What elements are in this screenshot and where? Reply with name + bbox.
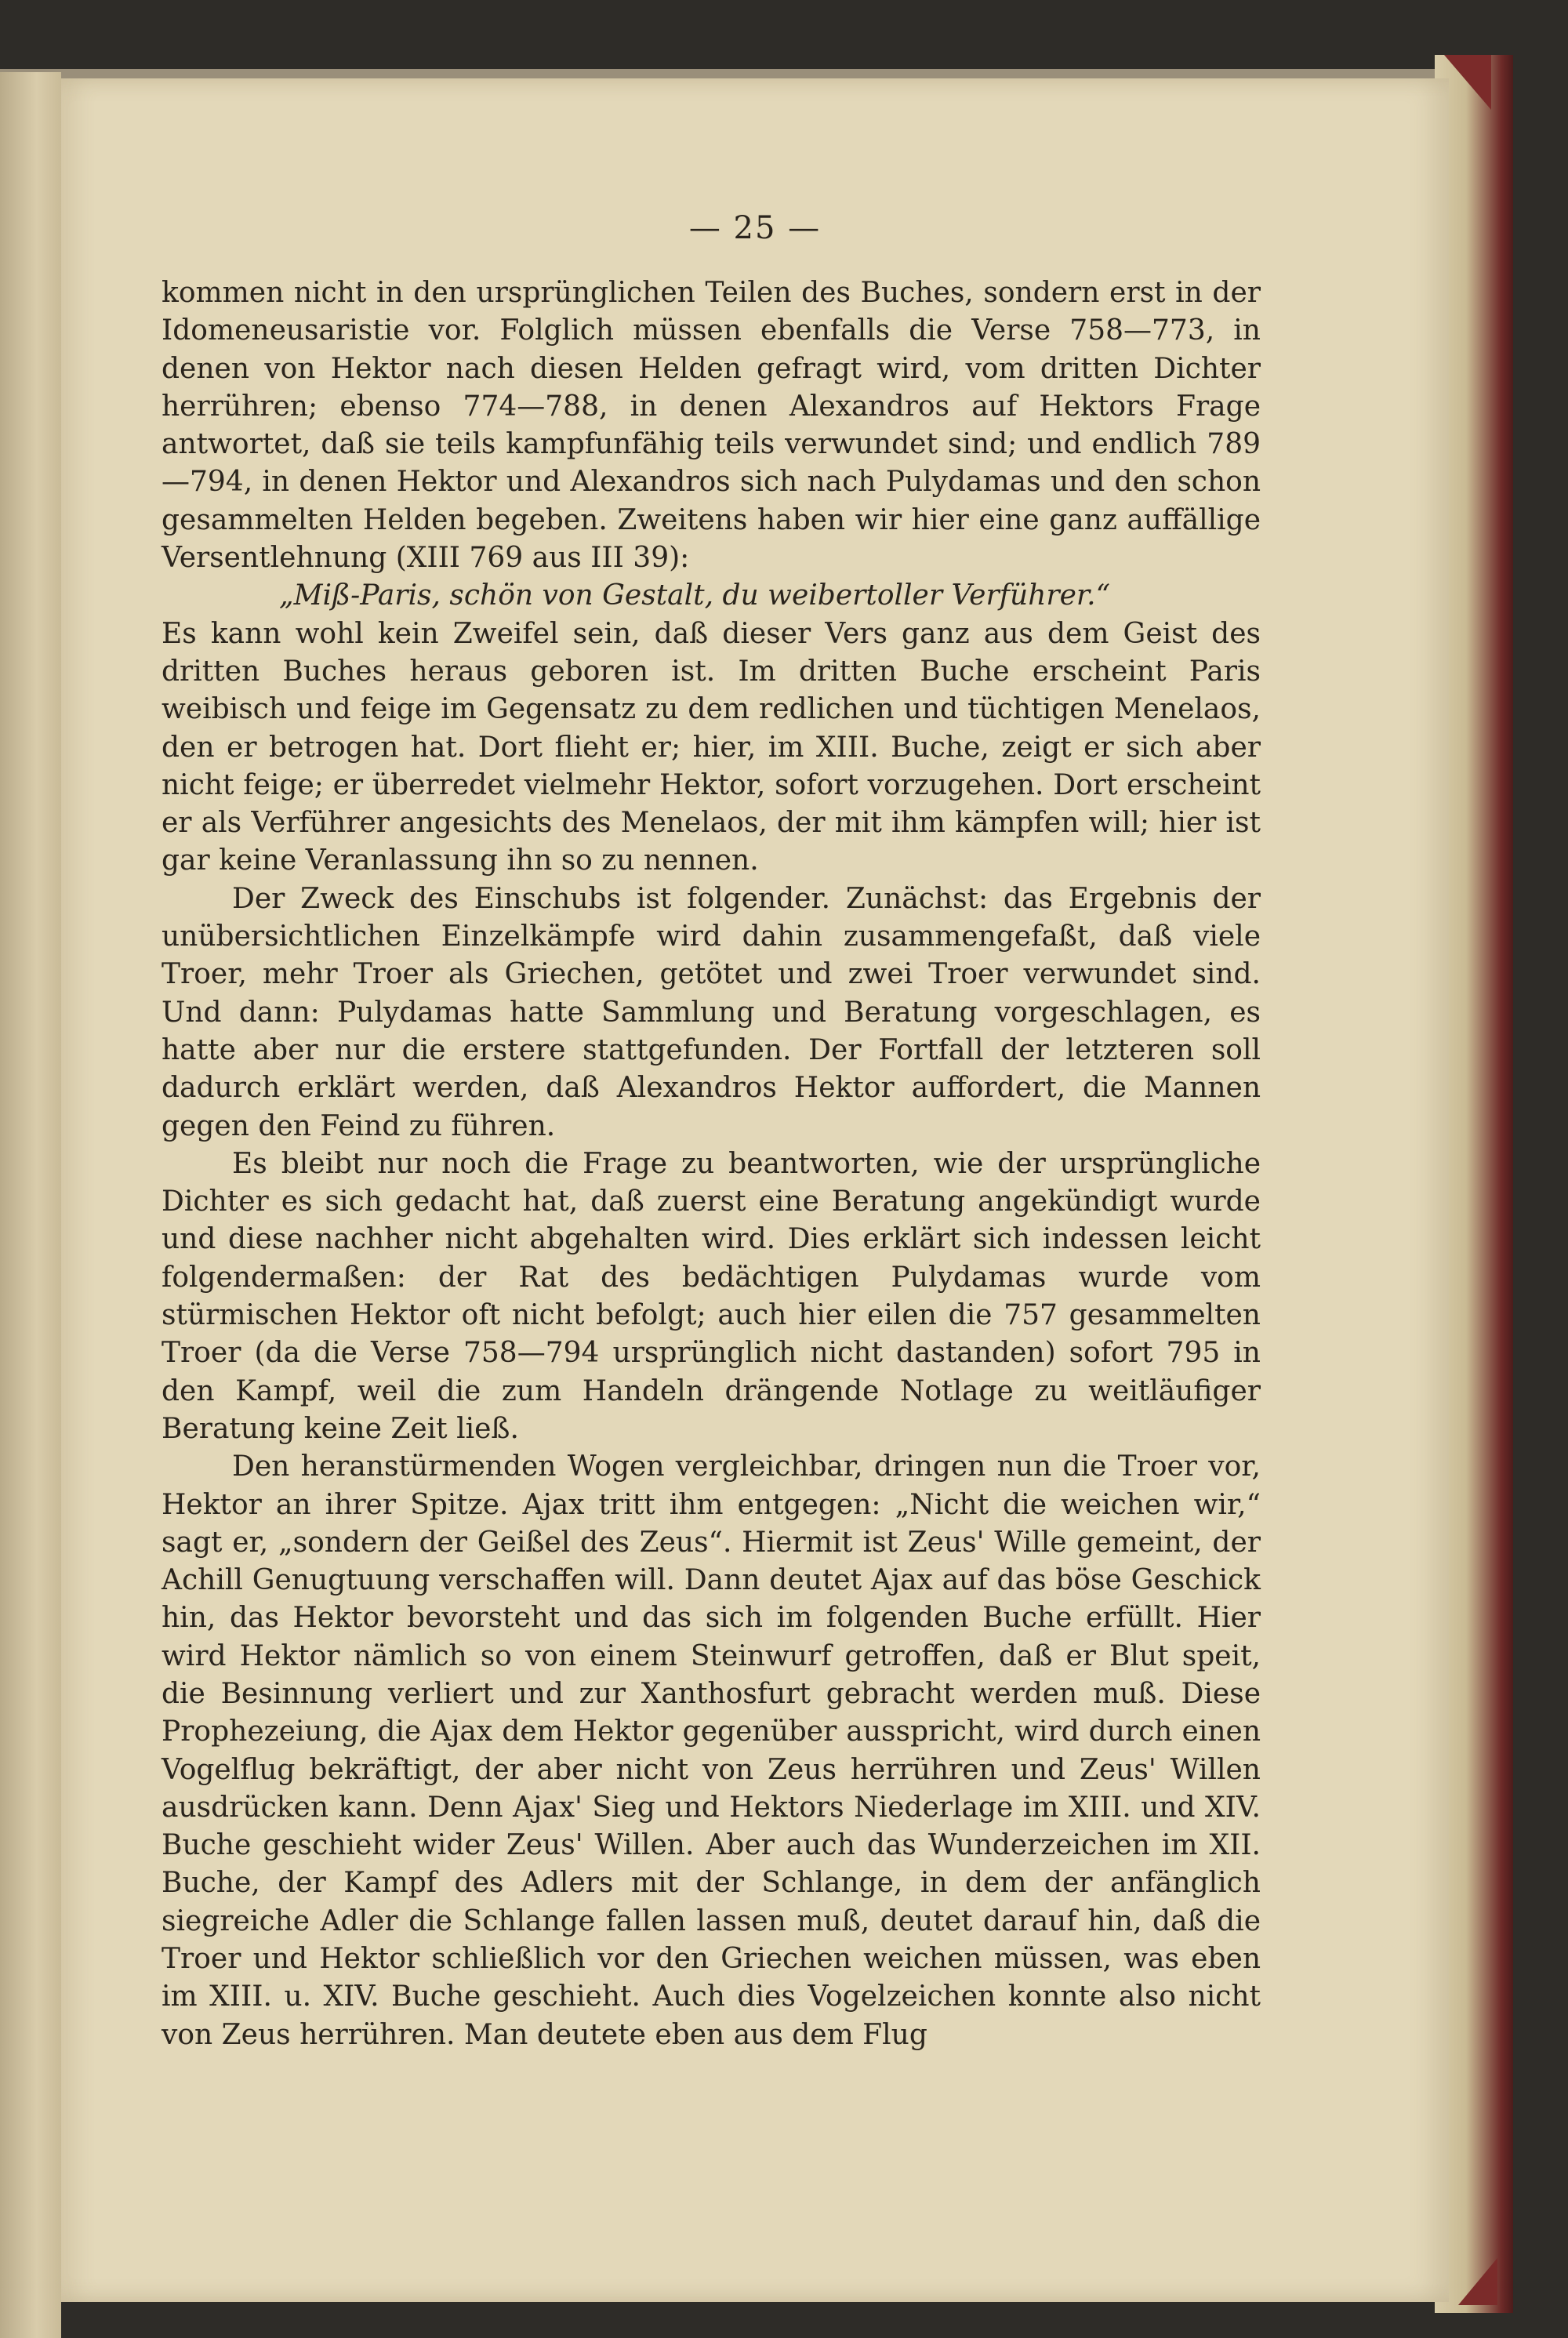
body-text — [162, 274, 1261, 2054]
page-number: — 25 — — [688, 210, 822, 246]
paragraph: Der Zweck des Einschubs ist folgender. Zunächst: das Ergebnis der unübersichtlichen Einzelkämpfe wird dahin zusammengefaßt, daß viele Troer, mehr Troer als Griechen, getötet und zwei Troer verwundet sind. Und dann: Pulydamas hatte Sammlung und Beratung vorgeschlagen, es hatte aber nur die erstere stattgefunden. Der Fortfall der letzteren soll dadurch erklärt werden, daß Alexandros Hektor auffordert, die Mannen gegen den Feind zu führen. — [162, 882, 1261, 1142]
paragraph: Den heranstürmenden Wogen vergleichbar, dringen nun die Troer vor, Hektor an ihrer Spitze. Ajax tritt ihm entgegen: „Nicht die weichen wir,“ sagt er, „sondern der Geißel des Zeus“. Hiermit ist Zeus' Wille gemeint, der Achill Genugtuung verschaffen will. Dann deutet Ajax auf das böse Geschick hin, das Hektor bevorsteht und das sich im folgenden Buche erfüllt. Hier wird Hektor nämlich so von einem Steinwurf getroffen, daß er Blut speit, die Besinnung verliert und zur Xanthosfurt gebracht werden muß. Diese Prophezeiung, die Ajax dem Hektor gegenüber ausspricht, wird durch einen Vogelflug bekräftigt, der aber nicht von Zeus herrühren und Zeus' Willen ausdrücken kann. Denn Ajax' Sieg und Hektors Niederlage im XIII. und XIV. Buche geschieht wider Zeus' Willen. Aber auch das Wunderzeichen im XII. Buche, der Kampf des Adlers mit der Schlange, in dem der anfänglich siegreiche Adler die Schlange fallen lassen muß, deutet darauf hin, daß die Troer und Hektor schließlich vor den Griechen weichen müssen, was eben im XIII. u. XIV. Buche geschieht. Auch dies Vogelzeichen konnte also nicht von Zeus herrühren. Man deutete eben aus dem Flug — [162, 1450, 1261, 2051]
left-page-edge — [0, 72, 61, 2338]
cover-corner-top — [1444, 55, 1491, 110]
paragraph-continuation: Es kann wohl kein Zweifel sein, daß dieser Vers ganz aus dem Geist des dritten Buches heraus geboren ist. Im dritten Buche erscheint Paris weibisch und feige im Gegensatz zu dem redlichen und tüchtigen Menelaos, den er betrogen hat. Dort flieht er; hier, im XIII. Buche, zeigt er sich aber nicht feige; er überredet vielmehr Hektor, sofort vorzugehen. Dort erscheint er als Verführer angesichts des Menelaos, der mit ihm kämpfen will; hier ist gar keine Veranlassung ihn so zu nennen. — [162, 617, 1261, 877]
paragraph: Es bleibt nur noch die Frage zu beantworten, wie der ursprüngliche Dichter es sich gedacht hat, daß zuerst eine Beratung angekündigt wurde und diese nachher nicht abgehalten wird. Dies erklärt sich indessen leicht folgendermaßen: der Rat des bedächtigen Pulydamas wurde vom stürmischen Hektor oft nicht befolgt; auch hier eilen die 757 gesammelten Troer (da die Verse 758—794 ursprünglich nicht dastanden) sofort 795 in den Kampf, weil die zum Handeln drängende Notlage zu weitläufiger Beratung keine Zeit ließ. — [162, 1147, 1261, 1445]
quoted-verse: „Miß-Paris, schön von Gestalt, du weibertoller Verführer.“ — [279, 579, 1110, 612]
book-page — [61, 78, 1449, 2302]
cover-corner-bottom — [1458, 2258, 1497, 2305]
paragraph-continuation: kommen nicht in den ursprünglichen Teilen des Buches, sondern erst in der Idomeneusaristie vor. Folglich müssen ebenfalls die Verse 758—773, in denen von Hektor nach diesen Helden gefragt wird, vom dritten Dichter herrühren; ebenso 774—788, in denen Alexandros auf Hektors Frage antwortet, daß sie teils kampfunfähig teils verwundet sind; und endlich 789—794, in denen Hektor und Alexandros sich nach Pulydamas und den schon gesammelten Helden begeben. Zweitens haben wir hier eine ganz auffällige Versentlehnung (XIII 769 aus III 39): — [162, 277, 1261, 575]
